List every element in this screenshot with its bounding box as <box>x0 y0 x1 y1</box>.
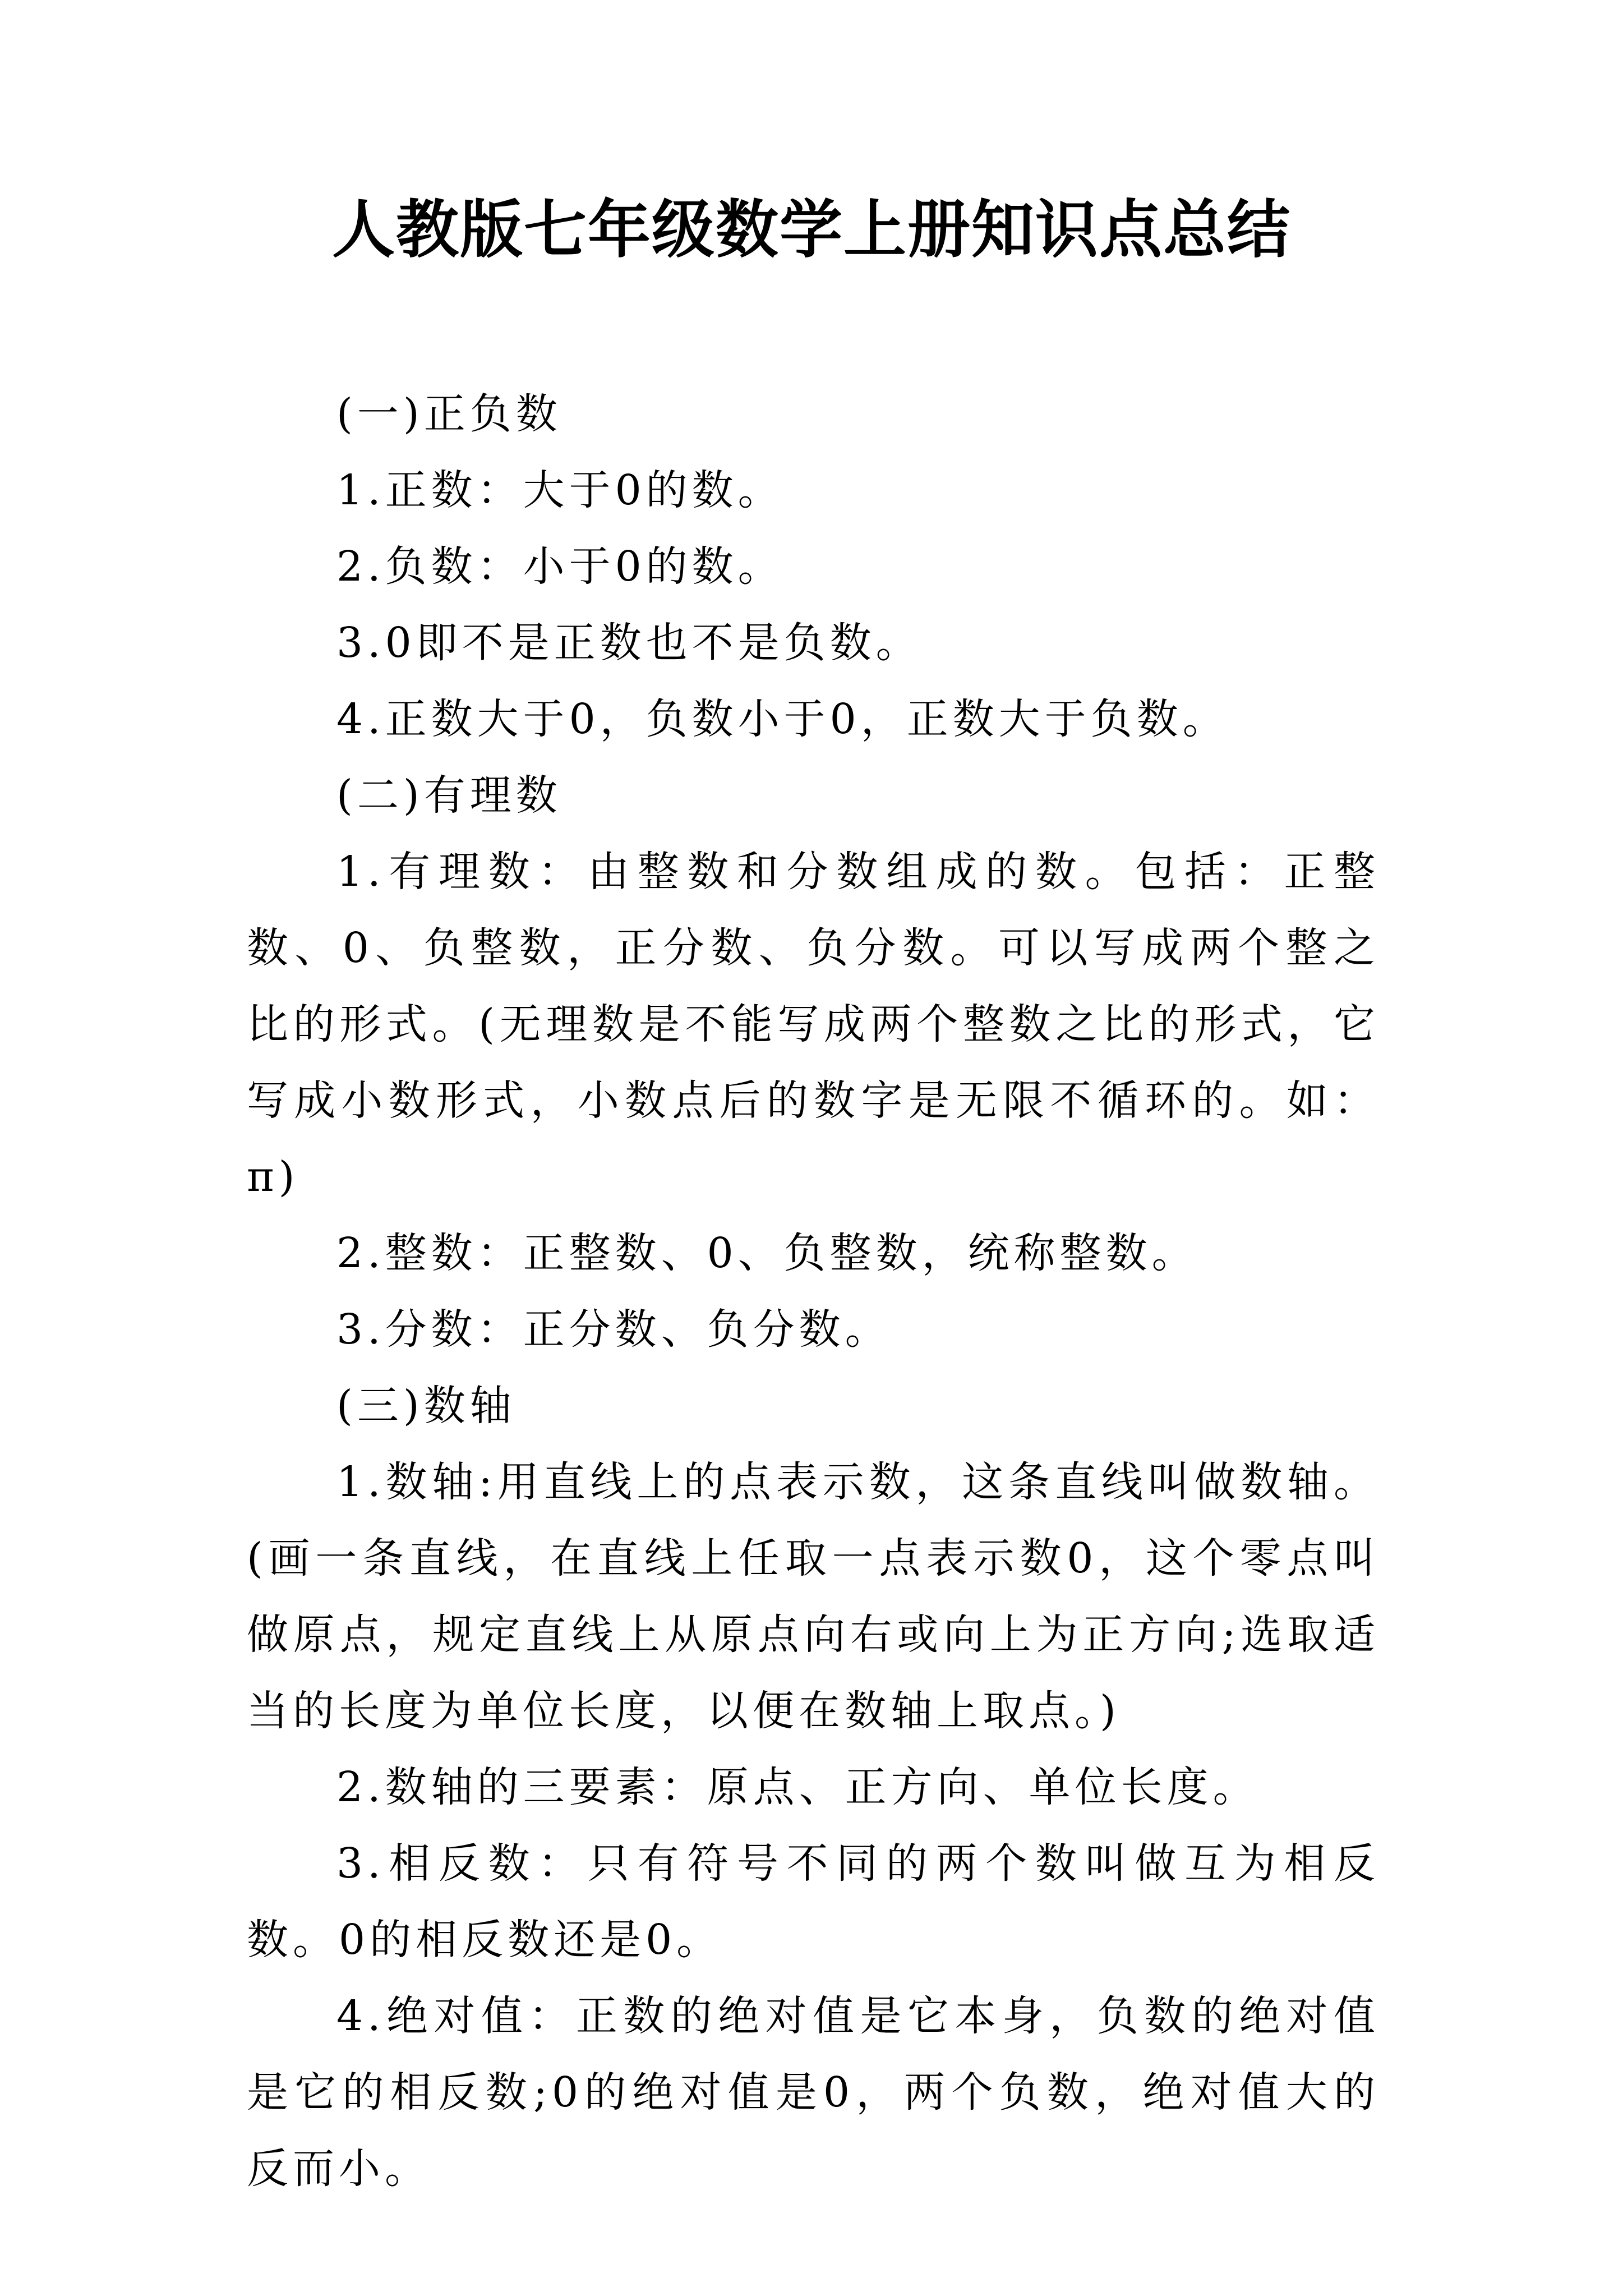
paragraph-number-line: 1.数轴:用直线上的点表示数，这条直线叫做数轴。(画一条直线，在直线上任取一点表示数0，这个零点叫做原点，规定直线上从原点向右或向上为正方向;选取适当的长度为单位长度，以便在数轴上取点。) <box>247 1458 1380 1735</box>
paragraph-opposite-number: 3.相反数：只有符号不同的两个数叫做互为相反数。0的相反数还是0。 <box>247 1839 1380 1964</box>
paragraph-rational-number: 1.有理数：由整数和分数组成的数。包括：正整数、0、负整数，正分数、负分数。可以写成两个整之比的形式。(无理数是不能写成两个整数之比的形式，它写成小数形式，小数点后的数字是无限不循环的。如：π) <box>247 848 1380 1201</box>
paragraph-negative-number: 2.负数：小于0的数。 <box>336 542 784 591</box>
paragraph-absolute-value: 4.绝对值：正数的绝对值是它本身，负数的绝对值是它的相反数;0的绝对值是0，两个负数，绝对值大的反而小。 <box>247 1992 1380 2193</box>
paragraph-positive-number: 1.正数：大于0的数。 <box>336 466 784 514</box>
paragraph-integer: 2.整数：正整数、0、负整数，统称整数。 <box>336 1229 1198 1277</box>
paragraph-zero: 3.0即不是正数也不是负数。 <box>336 619 922 667</box>
section-heading-number-line: (三)数轴 <box>336 1382 516 1430</box>
paragraph-comparison: 4.正数大于0，负数小于0，正数大于负数。 <box>336 695 1229 743</box>
section-heading-rational-numbers: (二)有理数 <box>336 771 562 820</box>
paragraph-fraction: 3.分数：正分数、负分数。 <box>336 1305 891 1354</box>
document-title: 人教版七年级数学上册知识点总结 <box>332 193 1291 266</box>
document-body <box>247 376 1380 2207</box>
paragraph-number-line-elements: 2.数轴的三要素：原点、正方向、单位长度。 <box>336 1763 1259 1811</box>
section-heading-positive-negative: (一)正负数 <box>336 390 562 438</box>
